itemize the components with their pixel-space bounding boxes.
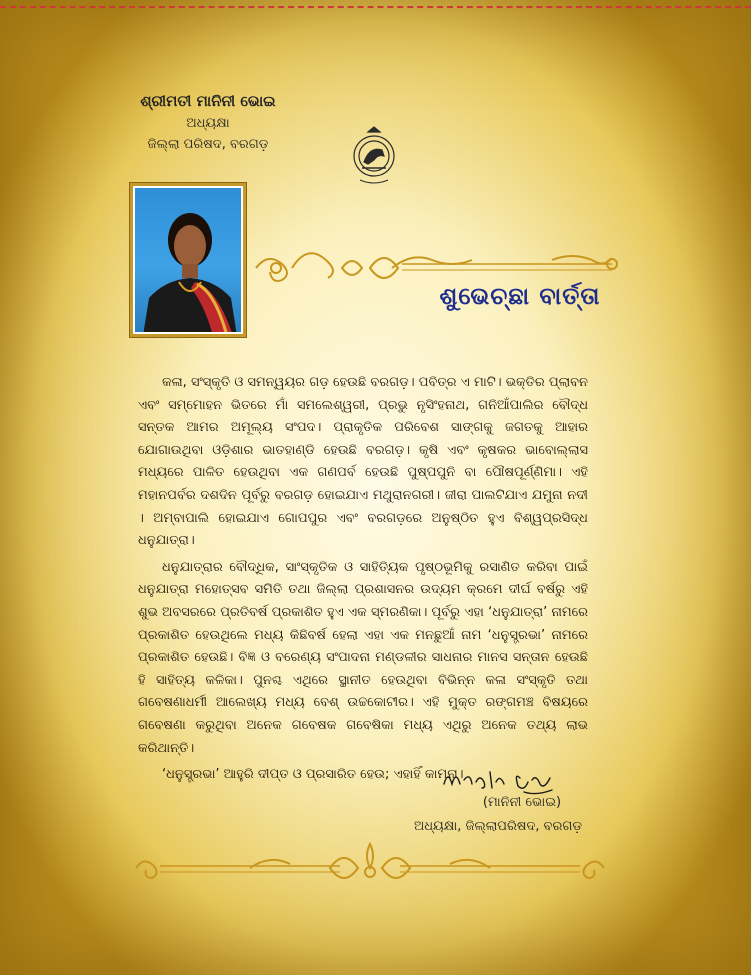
signatory-name: (ମାନିନୀ ଭୋଇ)	[482, 795, 562, 810]
government-emblem-icon	[348, 126, 400, 186]
message-body	[138, 372, 588, 791]
portrait-figure-icon	[135, 188, 241, 332]
portrait-frame	[130, 183, 246, 337]
official-office: ଜିଲ୍ଲା ପରିଷଦ, ବରଗଡ଼	[147, 137, 269, 152]
header-block	[118, 92, 298, 152]
official-name: ଶ୍ରୀମତୀ ମାନିନୀ ଭୋଇ	[140, 92, 276, 110]
page-title: ଶୁଭେଚ୍ଛା ବାର୍ତ୍ତା	[439, 282, 601, 310]
portrait-photo	[135, 188, 241, 332]
official-designation: ଅଧ୍ୟକ୍ଷା	[186, 116, 230, 131]
cut-line	[0, 6, 751, 8]
paragraph-2: ଧନୁଯାତ୍ରାର ବୌଦ୍ଧିକ, ସାଂସ୍କୃତିକ ଓ ସାହିତ୍ୟିକ ପୃଷ୍ଠଭୂମିକୁ ରସାଣିତ କରିବା ପାଇଁ ଧନୁଯାତ୍ରା ମହୋତ୍ସବ ସମିତି ତଥା ଜିଲ୍ଲା ପ୍ରଶାସନର ଉଦ୍ୟମ କ୍ରମେ ଦୀର୍ଘ ବର୍ଷରୁ ଏହି ଶୁଭ ଅବସରରେ ପ୍ରତିବର୍ଷ ପ୍ରକାଶିତ ହୁଏ ଏକ ସ୍ମରଣିକା। ପୂର୍ବରୁ ଏହା ‘ଧନୁଯାତ୍ରା’ ନାମରେ ପ୍ରକାଶିତ ହେଉଥିଲେ ମଧ୍ୟ କିଛିବର୍ଷ ହେଲା ଏହା ଏକ ମନଛୁଆଁ ନାମ ‘ଧନୁସ୍ତ୍ରଭା’ ନାମରେ ପ୍ରକାଶିତ ହେଉଛି। ବିଜ୍ଞ ଓ ବରେଣ୍ୟ ସଂପାଦନା ମଣ୍ଡଳୀର ସାଧନାର ମାନସ ସନ୍ତାନ ହେଉଛି ହି ସାହିତ୍ୟ କଳିକା। ପୁନଶ୍ଚ ଏଥିରେ ସ୍ଥାନୀତ ହେଉଥିବା ବିଭିନ୍ନ କଳା ସଂସ୍କୃତି ତଥା ଗବେଷଣାଧର୍ମୀ ଆଲେଖ୍ୟ ମଧ୍ୟ ବେଶ୍ ଉଚ୍ଚକୋଟୀର। ଏହି ମୁକ୍ତ ରଙ୍ଗମଞ୍ଚ ବିଷୟରେ ଗବେଷଣା କରୁଥିବା ଅନେକ ଗବେଷକ ଗବେଷିକା ମଧ୍ୟ ଏଥିରୁ ଅନେକ ତଥ୍ୟ ଲାଭ କରିଥାନ୍ତି।	[138, 559, 588, 756]
signatory-role: ଅଧ୍ୟକ୍ଷା, ଜିଲ୍ଲାପରିଷଦ, ବରଗଡ଼	[413, 819, 583, 834]
paragraph-1: କଳା, ସଂସ୍କୃତି ଓ ସମନ୍ୱୟର ଗଡ଼ ହେଉଛି ବରଗଡ଼। ପବିତ୍ର ଏ ମାଟି। ଭକ୍ତିର ପ୍ଲାବନ ଏବଂ ସମ୍ମୋହନ ଭିତରେ ମାଁ ସମଲେଶ୍ୱରୀ, ପ୍ରଭୁ ନୃସିଂହନାଥ, ଗନିଆଁପାଲିର ବୌଦ୍ଧ ସନ୍ତକ ଆମର ଅମୂଲ୍ୟ ସଂପଦ। ପ୍ରାକୃତିକ ପରିବେଶ ସାଙ୍ଗକୁ ଜଗତକୁ ଆହାର ଯୋଗାଉଥିବା ଓଡ଼ିଶାର ଭାତହାଣ୍ଡି ହେଉଛି ବରଗଡ଼। କୃଷି ଏବଂ କୃଷକର ଭାବୋଲ୍ଲାସ ମଧ୍ୟରେ ପାଳିତ ହେଉଥିବା ଏକ ଗଣପର୍ବ ହେଉଛି ପୁଷ୍ପପୁନି ବା ପୌଷପୂର୍ଣ୍ଣିମା। ଏହି ମହାନପର୍ବର ଦଶଦିନ ପୂର୍ବରୁ ବରଗଡ଼ ହୋଇଯାଏ ମଥୁରାନଗରୀ। ଜୀରା ପାଲଟିଯାଏ ଯମୁନା ନଦୀ । ଅମ୍ବାପାଲି ହୋଇଯାଏ ଗୋପପୁର ଏବଂ ବରଗଡ଼ରେ ଅନୁଷ୍ଠିତ ହୁଏ ବିଶ୍ୱପ୍ରସିଦ୍ଧ ଧନୁଯାତ୍ରା।	[138, 375, 588, 549]
paragraph-3: ‘ଧନୁସ୍ତ୍ରଭା’ ଆହୁରି ଦୀପ୍ତ ଓ ପ୍ରସାରିତ ହେଉ; ଏହାହିଁ କାମନା।	[162, 767, 464, 783]
bottom-ornament-icon	[130, 838, 610, 894]
signature-icon	[440, 764, 560, 798]
